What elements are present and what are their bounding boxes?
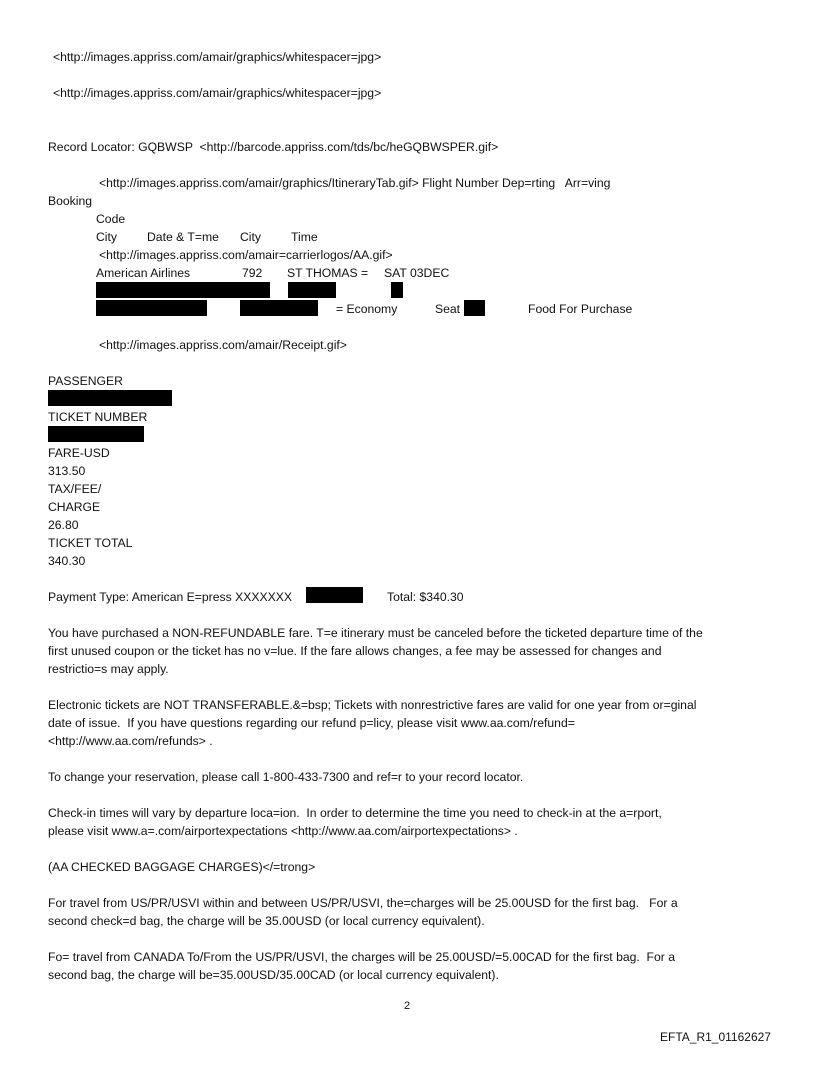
- page-number: 2: [404, 1000, 411, 1012]
- checkin-notice-line: Check-in times will vary by departure loca=ion. In order to determine the time you need to check-in at the a=rport,: [48, 806, 662, 820]
- payment-type: Payment Type: American E=press XXXXXXX: [48, 590, 292, 604]
- tax-label-1: TAX/FEE/: [48, 482, 102, 496]
- transfer-notice-line: <http://www.aa.com/refunds> .: [48, 734, 213, 748]
- receipt-link: <http://images.appriss.com/amair/Receipt.gif>: [99, 338, 347, 352]
- col-city-2: City: [240, 230, 261, 244]
- passenger-label: PASSENGER: [48, 374, 123, 388]
- document-id: EFTA_R1_01162627: [660, 1030, 771, 1044]
- tax-label-2: CHARGE: [48, 500, 101, 514]
- change-reservation-line: To change your reservation, please call 1-800-433-7300 and ref=r to your record locator.: [48, 770, 524, 784]
- col-time: Time: [291, 230, 318, 244]
- redaction-block: [240, 300, 318, 316]
- redaction-block: [464, 300, 485, 316]
- payment-total: Total: $340.30: [387, 590, 464, 604]
- transfer-notice-line: date of issue. If you have questions regarding our refund p=licy, please visit www.aa.com/refund=: [48, 716, 575, 730]
- itinerary-tab-line: <http://images.appriss.com/amair/graphics/ItineraryTab.gif> Flight Number Dep=rting Arr=ving: [99, 176, 611, 190]
- record-locator: Record Locator: GQBWSP <http://barcode.appriss.com/tds/bc/heGQBWSPER.gif>: [48, 140, 499, 154]
- ticket-total-value: 340.30: [48, 554, 86, 568]
- seat-label: Seat: [435, 302, 461, 316]
- departure-date: SAT 03DEC: [384, 266, 450, 280]
- redaction-block: [48, 390, 172, 406]
- checkin-notice-line: please visit www.a=.com/airportexpectations <http://www.aa.com/airportexpectations> .: [48, 824, 518, 838]
- refund-notice-line: first unused coupon or the ticket has no v=lue. If the fare allows changes, a fee may be assessed for changes and: [48, 644, 662, 658]
- code-label: Code: [96, 212, 126, 226]
- baggage-canada-line: Fo= travel from CANADA To/From the US/PR/USVI, the charges will be 25.00USD/=5.00CAD for the first bag. For a: [48, 950, 676, 964]
- airline-name: American Airlines: [96, 266, 191, 280]
- departure-city: ST THOMAS =: [287, 266, 369, 280]
- refund-notice-line: You have purchased a NON-REFUNDABLE fare. T=e itinerary must be canceled before the ticketed departure time of the: [48, 626, 703, 640]
- carrier-logo-link: <http://images.appriss.com/amair=carrierlogos/AA.gif>: [99, 248, 393, 262]
- ticket-total-label: TICKET TOTAL: [48, 536, 133, 550]
- cabin-class: = Economy: [336, 302, 398, 316]
- redaction-block: [306, 587, 363, 603]
- redaction-block: [391, 282, 403, 298]
- fare-label: FARE-USD: [48, 446, 110, 460]
- redaction-block: [96, 300, 207, 316]
- header-link-2: <http://images.appriss.com/amair/graphics/whitespacer=jpg>: [53, 86, 382, 100]
- baggage-canada-line: second bag, the charge will be=35.00USD/35.00CAD (or local currency equivalent).: [48, 968, 499, 982]
- redaction-block: [48, 426, 144, 442]
- fare-value: 313.50: [48, 464, 86, 478]
- food-service: Food For Purchase: [528, 302, 633, 316]
- booking-label: Booking: [48, 194, 93, 208]
- redaction-block: [96, 282, 270, 298]
- baggage-us-line: For travel from US/PR/USVI within and between US/PR/USVI, the=charges will be 25.00USD for the first bag. For a: [48, 896, 678, 910]
- baggage-heading: (AA CHECKED BAGGAGE CHARGES)</=trong>: [48, 860, 316, 874]
- redaction-block: [288, 282, 336, 298]
- baggage-us-line: second check=d bag, the charge will be 35.00USD (or local currency equivalent).: [48, 914, 485, 928]
- tax-value: 26.80: [48, 518, 79, 532]
- header-link-1: <http://images.appriss.com/amair/graphics/whitespacer=jpg>: [53, 50, 382, 64]
- col-datetime: Date & T=me: [147, 230, 219, 244]
- refund-notice-line: restrictio=s may apply.: [48, 662, 169, 676]
- ticket-number-label: TICKET NUMBER: [48, 410, 148, 424]
- col-city-1: City: [96, 230, 117, 244]
- flight-number: 792: [242, 266, 263, 280]
- transfer-notice-line: Electronic tickets are NOT TRANSFERABLE.&=bsp; Tickets with nonrestrictive fares are valid for one year from or=ginal: [48, 698, 697, 712]
